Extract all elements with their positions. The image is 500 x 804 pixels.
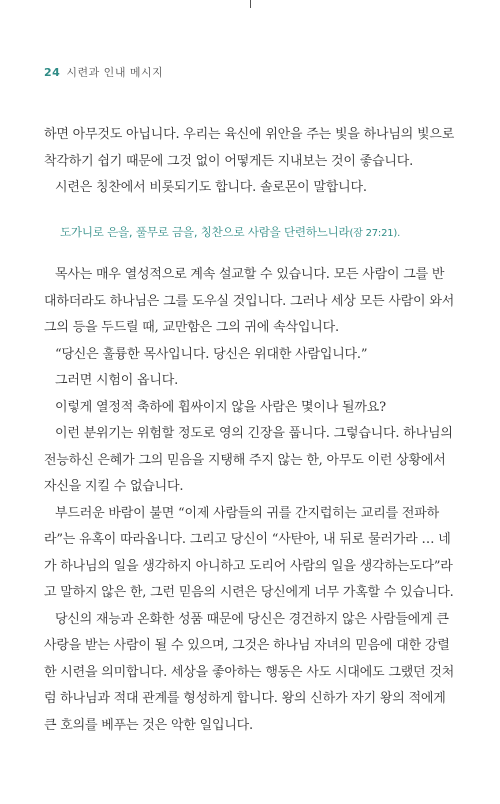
top-text-block: [44, 122, 456, 202]
paragraph: “당신은 훌륭한 목사입니다. 당신은 위대한 사람입니다.”: [55, 346, 368, 362]
binding-mark: [250, 0, 251, 8]
paragraph: 이렇게 열정적 축하에 휩싸이지 않을 사람은 몇이나 될까요?: [55, 399, 386, 415]
main-text-block: [44, 262, 456, 739]
scripture-reference: (잠 27:21).: [349, 228, 401, 239]
paragraph: 목사는 매우 열성적으로 계속 설교할 수 있습니다. 모든 사람이 그를 반대하더라도 하나님은 그를 도우실 것입니다. 그러나 세상 모든 사람이 와서 그의 등을 두드릴 때, 교만함은 그의 귀에 속삭입니다.: [44, 267, 455, 335]
paragraph: 부드러운 바람이 불면 “이제 사람들의 귀를 간지럽히는 교리를 전파하라”는 유혹이 따라옵니다. 그리고 당신이 “사탄아, 내 뒤로 물러가라 … 네가 하나님의 일을 생각하지 아니하고 도리어 사람의 일을 생각하는도다”라고 말하지 않은 한, 그런 믿음의 시련은 당신에게 너무 가혹할 수 있습니다.: [44, 505, 454, 600]
paragraph: 시련은 칭찬에서 비롯되기도 합니다. 솔로몬이 말합니다.: [55, 180, 367, 195]
running-head: [44, 64, 163, 80]
scripture-text: 도가니로 은을, 풀무로 금을, 칭찬으로 사람을 단련하느니라: [60, 225, 350, 239]
paragraph: 하면 아무것도 아닙니다. 우리는 육신에 위안을 주는 빛을 하나님의 빛으로 착각하기 쉽기 때문에 그것 없이 어떻게든 지내보는 것이 좋습니다.: [44, 127, 455, 169]
paragraph: 이런 분위기는 위험할 정도로 영의 긴장을 풉니다. 그렇습니다. 하나님의 전능하신 은혜가 그의 믿음을 지탱해 주지 않는 한, 아무도 이런 상황에서 자신을 지킬 수 없습니다.: [44, 426, 453, 494]
page-number: 24: [44, 66, 61, 79]
book-title: 시련과 인내 메시지: [66, 66, 164, 79]
paragraph: 당신의 재능과 온화한 성품 때문에 당신은 경건하지 않은 사람들에게 큰 사랑을 받는 사람이 될 수 있으며, 그것은 하나님 자녀의 믿음에 대한 강렬한 시련을 의미합니다. 세상을 좋아하는 행동은 사도 시대에도 그랬던 것처럼 하나님과 적대 관계를 형성하게 합니다. 왕의 신하가 자기 왕의 적에게 큰 호의를 베푸는 것은 악한 일입니다.: [44, 611, 455, 733]
scripture-quote: [60, 224, 460, 240]
paragraph: 그러면 시험이 옵니다.: [55, 373, 179, 388]
